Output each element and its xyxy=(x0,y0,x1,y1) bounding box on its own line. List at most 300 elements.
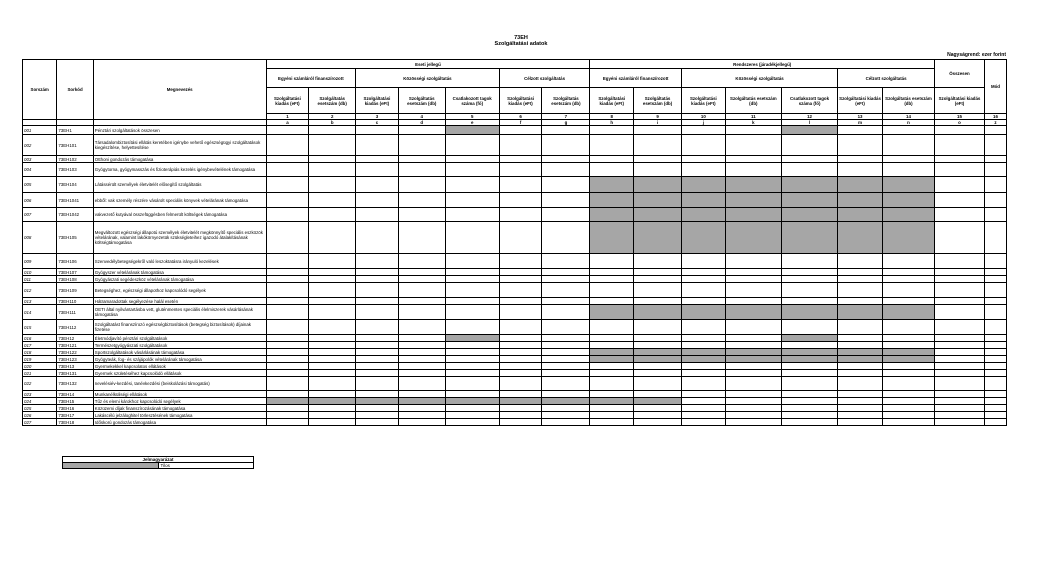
data-cell-15[interactable] xyxy=(935,298,985,305)
data-cell-10[interactable] xyxy=(682,269,726,276)
data-cell-9[interactable] xyxy=(634,193,682,208)
data-cell-7[interactable] xyxy=(542,305,590,320)
data-cell-1[interactable] xyxy=(266,320,309,335)
data-cell-4[interactable] xyxy=(398,419,445,426)
data-cell-8[interactable] xyxy=(590,222,634,254)
data-cell-1[interactable] xyxy=(266,349,309,356)
data-cell-9[interactable] xyxy=(634,208,682,222)
data-cell-13[interactable] xyxy=(838,177,883,193)
data-cell-4[interactable] xyxy=(398,254,445,269)
data-cell-16[interactable] xyxy=(984,163,1006,177)
data-cell-14[interactable] xyxy=(882,335,934,342)
data-cell-13[interactable] xyxy=(838,156,883,163)
data-cell-8[interactable] xyxy=(590,412,634,419)
data-cell-13[interactable] xyxy=(838,356,883,363)
data-cell-15[interactable] xyxy=(935,254,985,269)
data-cell-16[interactable] xyxy=(984,363,1006,370)
data-cell-15[interactable] xyxy=(935,193,985,208)
data-cell-3[interactable] xyxy=(356,363,399,370)
data-cell-11[interactable] xyxy=(725,335,781,342)
data-cell-13[interactable] xyxy=(838,298,883,305)
data-cell-14[interactable] xyxy=(882,405,934,412)
data-cell-12[interactable] xyxy=(781,370,837,377)
data-cell-7[interactable] xyxy=(542,254,590,269)
data-cell-6[interactable] xyxy=(499,283,542,298)
data-cell-8[interactable] xyxy=(590,283,634,298)
data-cell-13[interactable] xyxy=(838,135,883,156)
data-cell-14[interactable] xyxy=(882,135,934,156)
data-cell-16[interactable] xyxy=(984,126,1006,135)
data-cell-5[interactable] xyxy=(445,391,499,398)
data-cell-6[interactable] xyxy=(499,177,542,193)
data-cell-5[interactable] xyxy=(445,412,499,419)
data-cell-5[interactable] xyxy=(445,419,499,426)
data-cell-16[interactable] xyxy=(984,419,1006,426)
data-cell-7[interactable] xyxy=(542,269,590,276)
data-cell-15[interactable] xyxy=(935,370,985,377)
data-cell-10[interactable] xyxy=(682,193,726,208)
data-cell-4[interactable] xyxy=(398,135,445,156)
data-cell-8[interactable] xyxy=(590,163,634,177)
data-cell-11[interactable] xyxy=(725,276,781,283)
data-cell-11[interactable] xyxy=(725,135,781,156)
data-cell-13[interactable] xyxy=(838,412,883,419)
data-cell-16[interactable] xyxy=(984,412,1006,419)
data-cell-10[interactable] xyxy=(682,276,726,283)
data-cell-7[interactable] xyxy=(542,193,590,208)
data-cell-14[interactable] xyxy=(882,163,934,177)
data-cell-14[interactable] xyxy=(882,349,934,356)
data-cell-14[interactable] xyxy=(882,222,934,254)
data-cell-9[interactable] xyxy=(634,363,682,370)
data-cell-5[interactable] xyxy=(445,342,499,349)
data-cell-7[interactable] xyxy=(542,335,590,342)
data-cell-7[interactable] xyxy=(542,363,590,370)
data-cell-10[interactable] xyxy=(682,126,726,135)
data-cell-2[interactable] xyxy=(309,398,356,405)
data-cell-15[interactable] xyxy=(935,222,985,254)
data-cell-3[interactable] xyxy=(356,156,399,163)
data-cell-4[interactable] xyxy=(398,208,445,222)
data-cell-12[interactable] xyxy=(781,208,837,222)
data-cell-9[interactable] xyxy=(634,254,682,269)
data-cell-14[interactable] xyxy=(882,370,934,377)
data-cell-15[interactable] xyxy=(935,398,985,405)
data-cell-8[interactable] xyxy=(590,342,634,349)
data-cell-7[interactable] xyxy=(542,391,590,398)
data-cell-9[interactable] xyxy=(634,276,682,283)
data-cell-16[interactable] xyxy=(984,320,1006,335)
data-cell-8[interactable] xyxy=(590,377,634,391)
data-cell-2[interactable] xyxy=(309,377,356,391)
data-cell-4[interactable] xyxy=(398,193,445,208)
data-cell-2[interactable] xyxy=(309,126,356,135)
data-cell-5[interactable] xyxy=(445,283,499,298)
data-cell-1[interactable] xyxy=(266,298,309,305)
data-cell-13[interactable] xyxy=(838,208,883,222)
data-cell-10[interactable] xyxy=(682,370,726,377)
data-cell-16[interactable] xyxy=(984,305,1006,320)
data-cell-12[interactable] xyxy=(781,276,837,283)
data-cell-7[interactable] xyxy=(542,208,590,222)
data-cell-3[interactable] xyxy=(356,269,399,276)
data-cell-11[interactable] xyxy=(725,126,781,135)
data-cell-16[interactable] xyxy=(984,405,1006,412)
data-cell-16[interactable] xyxy=(984,156,1006,163)
data-cell-10[interactable] xyxy=(682,283,726,298)
data-cell-9[interactable] xyxy=(634,412,682,419)
data-cell-15[interactable] xyxy=(935,342,985,349)
data-cell-6[interactable] xyxy=(499,419,542,426)
data-cell-8[interactable] xyxy=(590,156,634,163)
data-cell-11[interactable] xyxy=(725,412,781,419)
data-cell-14[interactable] xyxy=(882,412,934,419)
data-cell-1[interactable] xyxy=(266,398,309,405)
data-cell-13[interactable] xyxy=(838,283,883,298)
data-cell-9[interactable] xyxy=(634,391,682,398)
data-cell-6[interactable] xyxy=(499,254,542,269)
data-cell-2[interactable] xyxy=(309,269,356,276)
data-cell-13[interactable] xyxy=(838,398,883,405)
data-cell-11[interactable] xyxy=(725,298,781,305)
data-cell-11[interactable] xyxy=(725,305,781,320)
data-cell-2[interactable] xyxy=(309,412,356,419)
data-cell-12[interactable] xyxy=(781,254,837,269)
data-cell-4[interactable] xyxy=(398,305,445,320)
data-cell-9[interactable] xyxy=(634,305,682,320)
data-cell-6[interactable] xyxy=(499,349,542,356)
data-cell-8[interactable] xyxy=(590,177,634,193)
data-cell-9[interactable] xyxy=(634,349,682,356)
data-cell-12[interactable] xyxy=(781,391,837,398)
data-cell-1[interactable] xyxy=(266,342,309,349)
data-cell-4[interactable] xyxy=(398,335,445,342)
data-cell-13[interactable] xyxy=(838,320,883,335)
data-cell-15[interactable] xyxy=(935,356,985,363)
data-cell-8[interactable] xyxy=(590,356,634,363)
data-cell-10[interactable] xyxy=(682,320,726,335)
data-cell-5[interactable] xyxy=(445,335,499,342)
data-cell-15[interactable] xyxy=(935,135,985,156)
data-cell-4[interactable] xyxy=(398,391,445,398)
data-cell-2[interactable] xyxy=(309,208,356,222)
data-cell-12[interactable] xyxy=(781,269,837,276)
data-cell-1[interactable] xyxy=(266,305,309,320)
data-cell-13[interactable] xyxy=(838,419,883,426)
data-cell-3[interactable] xyxy=(356,335,399,342)
data-cell-16[interactable] xyxy=(984,222,1006,254)
data-cell-12[interactable] xyxy=(781,349,837,356)
data-cell-2[interactable] xyxy=(309,363,356,370)
data-cell-3[interactable] xyxy=(356,412,399,419)
data-cell-15[interactable] xyxy=(935,283,985,298)
data-cell-1[interactable] xyxy=(266,222,309,254)
data-cell-15[interactable] xyxy=(935,156,985,163)
data-cell-8[interactable] xyxy=(590,254,634,269)
data-cell-11[interactable] xyxy=(725,208,781,222)
data-cell-14[interactable] xyxy=(882,254,934,269)
data-cell-6[interactable] xyxy=(499,370,542,377)
data-cell-3[interactable] xyxy=(356,391,399,398)
data-cell-10[interactable] xyxy=(682,342,726,349)
data-cell-16[interactable] xyxy=(984,391,1006,398)
data-cell-9[interactable] xyxy=(634,342,682,349)
data-cell-10[interactable] xyxy=(682,419,726,426)
data-cell-9[interactable] xyxy=(634,335,682,342)
data-cell-12[interactable] xyxy=(781,412,837,419)
data-cell-14[interactable] xyxy=(882,193,934,208)
data-cell-2[interactable] xyxy=(309,391,356,398)
data-cell-2[interactable] xyxy=(309,283,356,298)
data-cell-6[interactable] xyxy=(499,298,542,305)
data-cell-14[interactable] xyxy=(882,126,934,135)
data-cell-12[interactable] xyxy=(781,320,837,335)
data-cell-12[interactable] xyxy=(781,283,837,298)
data-cell-12[interactable] xyxy=(781,177,837,193)
data-cell-5[interactable] xyxy=(445,208,499,222)
data-cell-7[interactable] xyxy=(542,298,590,305)
data-cell-10[interactable] xyxy=(682,398,726,405)
data-cell-8[interactable] xyxy=(590,298,634,305)
data-cell-8[interactable] xyxy=(590,363,634,370)
data-cell-4[interactable] xyxy=(398,405,445,412)
data-cell-11[interactable] xyxy=(725,222,781,254)
data-cell-12[interactable] xyxy=(781,398,837,405)
data-cell-5[interactable] xyxy=(445,222,499,254)
data-cell-16[interactable] xyxy=(984,276,1006,283)
data-cell-6[interactable] xyxy=(499,222,542,254)
data-cell-5[interactable] xyxy=(445,276,499,283)
data-cell-14[interactable] xyxy=(882,363,934,370)
data-cell-3[interactable] xyxy=(356,305,399,320)
data-cell-2[interactable] xyxy=(309,342,356,349)
data-cell-5[interactable] xyxy=(445,177,499,193)
data-cell-10[interactable] xyxy=(682,356,726,363)
data-cell-12[interactable] xyxy=(781,305,837,320)
data-cell-6[interactable] xyxy=(499,193,542,208)
data-cell-15[interactable] xyxy=(935,412,985,419)
data-cell-15[interactable] xyxy=(935,269,985,276)
data-cell-8[interactable] xyxy=(590,269,634,276)
data-cell-15[interactable] xyxy=(935,163,985,177)
data-cell-1[interactable] xyxy=(266,193,309,208)
data-cell-10[interactable] xyxy=(682,335,726,342)
data-cell-8[interactable] xyxy=(590,419,634,426)
data-cell-12[interactable] xyxy=(781,222,837,254)
data-cell-9[interactable] xyxy=(634,419,682,426)
data-cell-16[interactable] xyxy=(984,283,1006,298)
data-cell-16[interactable] xyxy=(984,370,1006,377)
data-cell-11[interactable] xyxy=(725,156,781,163)
data-cell-8[interactable] xyxy=(590,398,634,405)
data-cell-16[interactable] xyxy=(984,398,1006,405)
data-cell-3[interactable] xyxy=(356,254,399,269)
data-cell-2[interactable] xyxy=(309,320,356,335)
data-cell-5[interactable] xyxy=(445,163,499,177)
data-cell-10[interactable] xyxy=(682,305,726,320)
data-cell-11[interactable] xyxy=(725,342,781,349)
data-cell-7[interactable] xyxy=(542,370,590,377)
data-cell-16[interactable] xyxy=(984,135,1006,156)
data-cell-12[interactable] xyxy=(781,356,837,363)
data-cell-15[interactable] xyxy=(935,208,985,222)
data-cell-1[interactable] xyxy=(266,177,309,193)
data-cell-3[interactable] xyxy=(356,222,399,254)
data-cell-3[interactable] xyxy=(356,398,399,405)
data-cell-3[interactable] xyxy=(356,405,399,412)
data-cell-12[interactable] xyxy=(781,342,837,349)
data-cell-1[interactable] xyxy=(266,208,309,222)
data-cell-15[interactable] xyxy=(935,126,985,135)
data-cell-7[interactable] xyxy=(542,412,590,419)
data-cell-14[interactable] xyxy=(882,342,934,349)
data-cell-13[interactable] xyxy=(838,163,883,177)
data-cell-6[interactable] xyxy=(499,377,542,391)
data-cell-9[interactable] xyxy=(634,163,682,177)
data-cell-12[interactable] xyxy=(781,377,837,391)
data-cell-16[interactable] xyxy=(984,208,1006,222)
data-cell-6[interactable] xyxy=(499,163,542,177)
data-cell-3[interactable] xyxy=(356,126,399,135)
data-cell-1[interactable] xyxy=(266,335,309,342)
data-cell-8[interactable] xyxy=(590,193,634,208)
data-cell-10[interactable] xyxy=(682,254,726,269)
data-cell-10[interactable] xyxy=(682,349,726,356)
data-cell-14[interactable] xyxy=(882,276,934,283)
data-cell-13[interactable] xyxy=(838,276,883,283)
data-cell-1[interactable] xyxy=(266,254,309,269)
data-cell-9[interactable] xyxy=(634,370,682,377)
data-cell-16[interactable] xyxy=(984,269,1006,276)
data-cell-14[interactable] xyxy=(882,419,934,426)
data-cell-5[interactable] xyxy=(445,363,499,370)
data-cell-3[interactable] xyxy=(356,163,399,177)
data-cell-13[interactable] xyxy=(838,342,883,349)
data-cell-16[interactable] xyxy=(984,193,1006,208)
data-cell-14[interactable] xyxy=(882,298,934,305)
data-cell-10[interactable] xyxy=(682,208,726,222)
data-cell-8[interactable] xyxy=(590,370,634,377)
data-cell-6[interactable] xyxy=(499,320,542,335)
data-cell-6[interactable] xyxy=(499,405,542,412)
data-cell-2[interactable] xyxy=(309,298,356,305)
data-cell-10[interactable] xyxy=(682,391,726,398)
data-cell-15[interactable] xyxy=(935,276,985,283)
data-cell-1[interactable] xyxy=(266,412,309,419)
data-cell-10[interactable] xyxy=(682,412,726,419)
data-cell-13[interactable] xyxy=(838,391,883,398)
data-cell-8[interactable] xyxy=(590,335,634,342)
data-cell-7[interactable] xyxy=(542,126,590,135)
data-cell-12[interactable] xyxy=(781,419,837,426)
data-cell-11[interactable] xyxy=(725,405,781,412)
data-cell-7[interactable] xyxy=(542,377,590,391)
data-cell-14[interactable] xyxy=(882,269,934,276)
data-cell-6[interactable] xyxy=(499,305,542,320)
data-cell-14[interactable] xyxy=(882,320,934,335)
data-cell-6[interactable] xyxy=(499,135,542,156)
data-cell-7[interactable] xyxy=(542,320,590,335)
data-cell-6[interactable] xyxy=(499,356,542,363)
data-cell-6[interactable] xyxy=(499,276,542,283)
data-cell-1[interactable] xyxy=(266,163,309,177)
data-cell-16[interactable] xyxy=(984,335,1006,342)
data-cell-12[interactable] xyxy=(781,298,837,305)
data-cell-1[interactable] xyxy=(266,363,309,370)
data-cell-16[interactable] xyxy=(984,349,1006,356)
data-cell-16[interactable] xyxy=(984,298,1006,305)
data-cell-1[interactable] xyxy=(266,391,309,398)
data-cell-5[interactable] xyxy=(445,135,499,156)
data-cell-9[interactable] xyxy=(634,356,682,363)
data-cell-13[interactable] xyxy=(838,126,883,135)
data-cell-11[interactable] xyxy=(725,370,781,377)
data-cell-8[interactable] xyxy=(590,276,634,283)
data-cell-15[interactable] xyxy=(935,335,985,342)
data-cell-9[interactable] xyxy=(634,298,682,305)
data-cell-16[interactable] xyxy=(984,356,1006,363)
data-cell-1[interactable] xyxy=(266,156,309,163)
data-cell-15[interactable] xyxy=(935,320,985,335)
data-cell-8[interactable] xyxy=(590,391,634,398)
data-cell-5[interactable] xyxy=(445,305,499,320)
data-cell-9[interactable] xyxy=(634,222,682,254)
data-cell-5[interactable] xyxy=(445,405,499,412)
data-cell-5[interactable] xyxy=(445,193,499,208)
data-cell-11[interactable] xyxy=(725,349,781,356)
data-cell-16[interactable] xyxy=(984,254,1006,269)
data-cell-11[interactable] xyxy=(725,177,781,193)
data-cell-9[interactable] xyxy=(634,320,682,335)
data-cell-5[interactable] xyxy=(445,254,499,269)
data-cell-4[interactable] xyxy=(398,320,445,335)
data-cell-11[interactable] xyxy=(725,398,781,405)
data-cell-8[interactable] xyxy=(590,135,634,156)
data-cell-13[interactable] xyxy=(838,363,883,370)
data-cell-11[interactable] xyxy=(725,269,781,276)
data-cell-10[interactable] xyxy=(682,222,726,254)
data-cell-7[interactable] xyxy=(542,283,590,298)
data-cell-7[interactable] xyxy=(542,156,590,163)
data-cell-3[interactable] xyxy=(356,193,399,208)
data-cell-4[interactable] xyxy=(398,156,445,163)
data-cell-13[interactable] xyxy=(838,254,883,269)
data-cell-11[interactable] xyxy=(725,363,781,370)
data-cell-5[interactable] xyxy=(445,398,499,405)
data-cell-14[interactable] xyxy=(882,208,934,222)
data-cell-15[interactable] xyxy=(935,405,985,412)
data-cell-11[interactable] xyxy=(725,377,781,391)
data-cell-14[interactable] xyxy=(882,283,934,298)
data-cell-2[interactable] xyxy=(309,254,356,269)
data-cell-4[interactable] xyxy=(398,163,445,177)
data-cell-3[interactable] xyxy=(356,356,399,363)
data-cell-11[interactable] xyxy=(725,391,781,398)
data-cell-2[interactable] xyxy=(309,335,356,342)
data-cell-7[interactable] xyxy=(542,177,590,193)
data-cell-5[interactable] xyxy=(445,298,499,305)
data-cell-4[interactable] xyxy=(398,412,445,419)
data-cell-4[interactable] xyxy=(398,298,445,305)
data-cell-6[interactable] xyxy=(499,208,542,222)
data-cell-6[interactable] xyxy=(499,342,542,349)
data-cell-3[interactable] xyxy=(356,177,399,193)
data-cell-4[interactable] xyxy=(398,377,445,391)
data-cell-11[interactable] xyxy=(725,320,781,335)
data-cell-9[interactable] xyxy=(634,177,682,193)
data-cell-12[interactable] xyxy=(781,163,837,177)
data-cell-2[interactable] xyxy=(309,356,356,363)
